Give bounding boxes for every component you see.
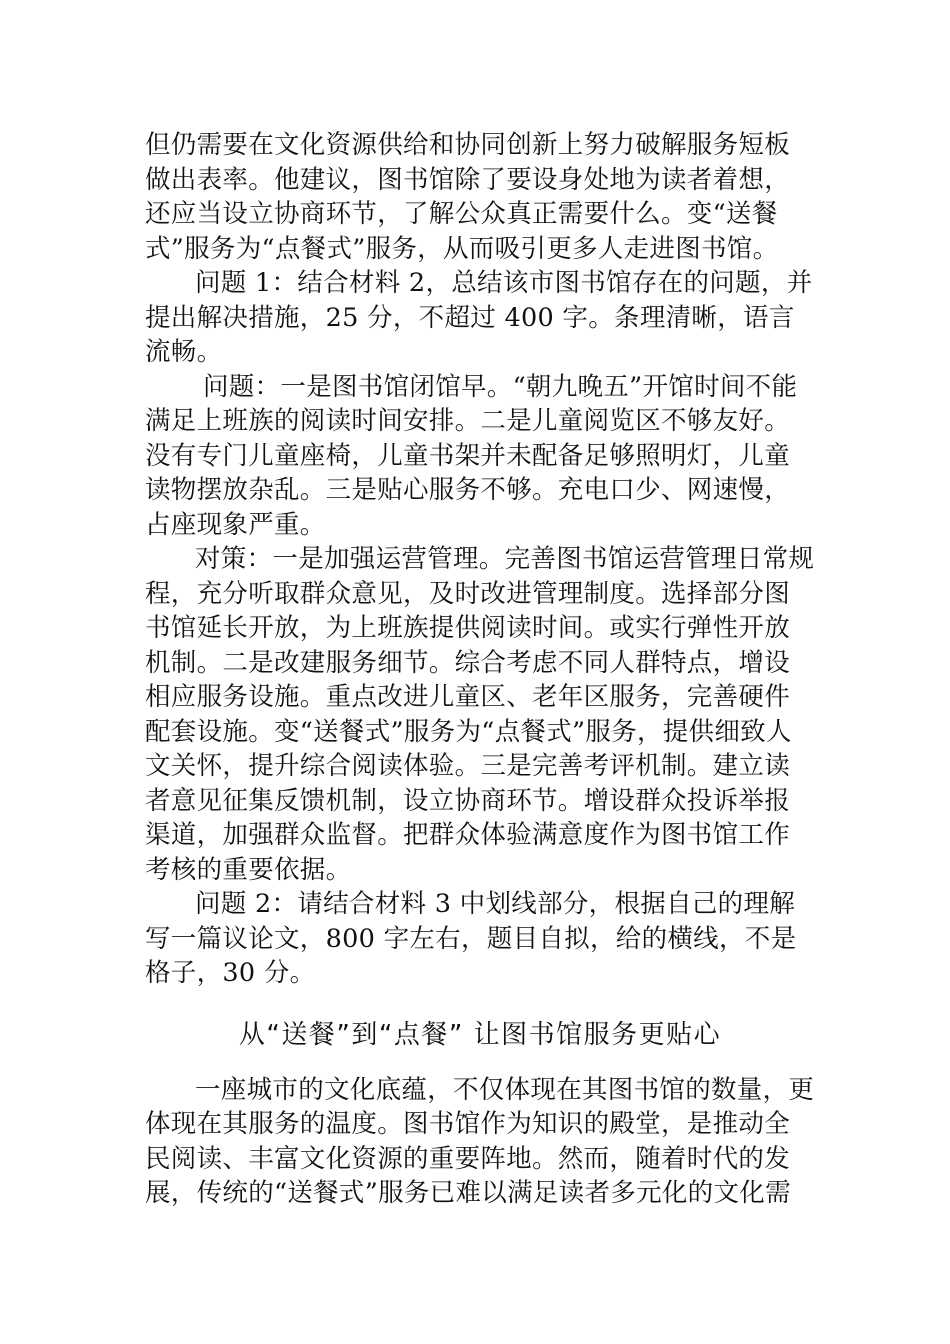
paragraph-question-2: 问题 2：请结合材料 3 中划线部分，根据自己的理解写一篇议论文，800 字左右，题目自拟，给的横线，不是格子，30 分。: [145, 889, 797, 988]
document-body: [145, 128, 815, 1211]
paragraph-intro-continued: 但仍需要在文化资源供给和协同创新上努力破解服务短板做出表率。他建议，图书馆除了要设身处地为读者着想，还应当设立协商环节，了解公众真正需要什么。变“送餐式”服务为“点餐式”服务，从而吸引更多人走进图书馆。: [145, 130, 791, 264]
paragraph-question-1: 问题 1：结合材料 2，总结该市图书馆存在的问题，并提出解决措施，25 分，不超过 400 字。条理清晰，语言流畅。: [145, 268, 813, 367]
paragraph-essay-opening: 一座城市的文化底蕴，不仅体现在其图书馆的数量，更体现在其服务的温度。图书馆作为知识的殿堂，是推动全民阅读、丰富文化资源的重要阵地。然而，随着时代的发展，传统的“送餐式”服务已难以满足读者多元化的文化需: [145, 1074, 815, 1208]
essay-title: 从“送餐”到“点餐” 让图书馆服务更贴心: [238, 1019, 722, 1050]
paragraph-countermeasures: 对策：一是加强运营管理。完善图书馆运营管理日常规程，充分听取群众意见，及时改进管理制度。选择部分图书馆延长开放，为上班族提供阅读时间。或实行弹性开放机制。二是改建服务细节。综合考虑不同人群特点，增设相应服务设施。重点改进儿童区、老年区服务，完善硬件配套设施。变“送餐式”服务为“点餐式”服务，提供细致人文关怀，提升综合阅读体验。三是完善考评机制。建立读者意见征集反馈机制，设立协商环节。增设群众投诉举报渠道，加强群众监督。把群众体验满意度作为图书馆工作考核的重要依据。: [145, 544, 815, 885]
paragraph-problems: 问题：一是图书馆闭馆早。“朝九晚五”开馆时间不能满足上班族的阅读时间安排。二是儿童阅览区不够友好。没有专门儿童座椅，儿童书架并未配备足够照明灯，儿童读物摆放杂乱。三是贴心服务不够。充电口少、网速慢，占座现象严重。: [145, 371, 798, 540]
